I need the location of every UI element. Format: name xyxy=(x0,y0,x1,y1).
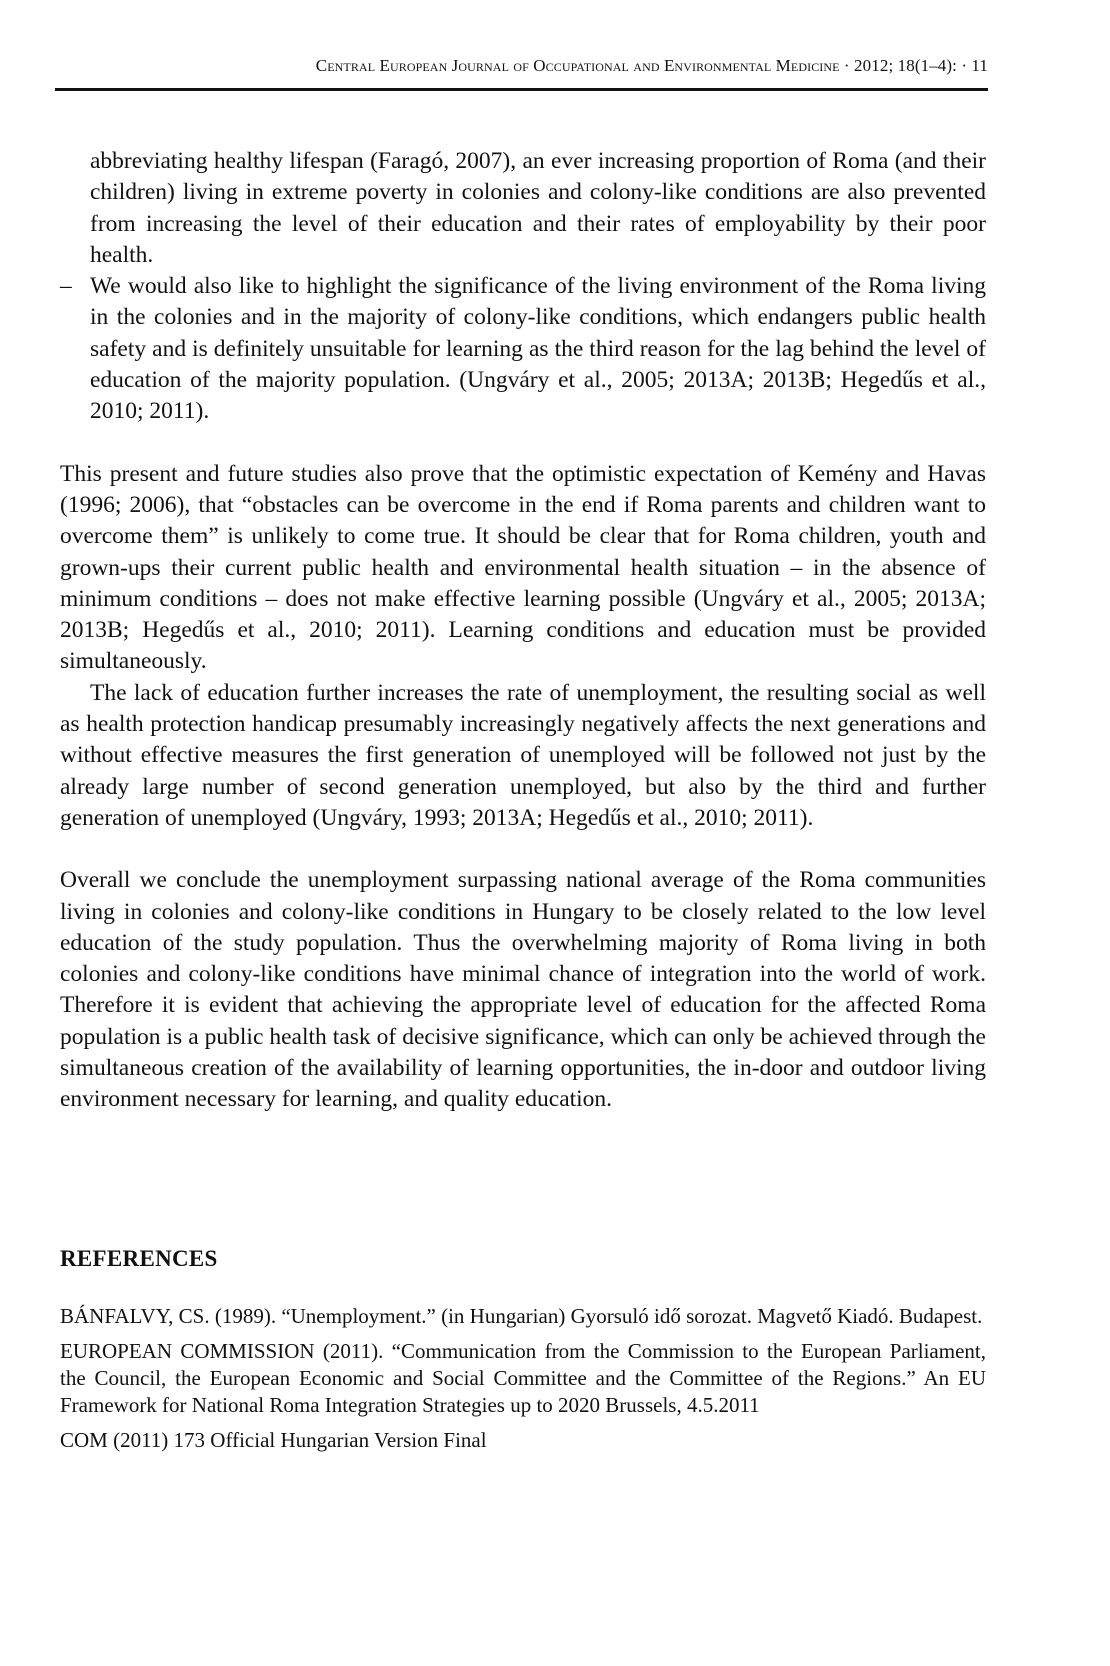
paragraph-conclusion: Overall we conclude the unemployment surpassing national average of the Roma communities living in colonies and colony-like conditions in Hungary to be closely related to the low level education of the study population. Thus the overwhelming majority of Roma living in both colonies and colony-like conditions have minimal chance of integration into the world of work. Therefore it is evident that achieving the appropriate level of education for the affected Roma population is a public health task of decisive significance, which can only be achieved through the simultaneous creation of the availability of learning opportunities, the in-door and outdoor living environment necessary for learning, and quality education. xyxy=(60,867,986,1113)
list-item-text: We would also like to highlight the significance of the living environment of the Roma living in the colonies and in the majority of colony-like conditions, which endangers public health safety and is definitely unsuitable for learning as the third reason for the lag behind the level of education of the majority population. (Ungváry et al., 2005; 2013A; 2013B; Hegedűs et al., 2010; 2011). xyxy=(90,273,986,425)
list-item-continuation: abbreviating healthy lifespan (Faragó, 2007), an ever increasing proportion of Roma (and their children) living in extreme poverty in colonies and colony-like conditions are also prevented from increasing the level of their education and their rates of employability by their poor health. xyxy=(90,148,986,268)
dash-bullet-icon: – xyxy=(60,273,72,300)
paragraph-optimistic-expectation: This present and future studies also prove that the optimistic expectation of Kemény and Havas (1996; 2006), that “obstacles can be overcome in the end if Roma parents and children want to overcome them” is unlikely to come true. It should be clear that for Roma children, youth and grown-ups their current public health and environmental health situation – in the absence of minimum conditions – does not make effective learning possible (Ungváry et al., 2005; 2013A; 2013B; Hegedűs et al., 2010; 2011). Learning conditions and education must be provided simultaneously. xyxy=(60,460,986,675)
references-heading: REFERENCES xyxy=(60,1246,218,1271)
reference-item: COM (2011) 173 Official Hungarian Version Final xyxy=(60,1428,487,1452)
references-list xyxy=(60,1303,986,1462)
reference-item: BÁNFALVY, CS. (1989). “Unemployment.” (in Hungarian) Gyorsuló idő sorozat. Magvető Kiadó. Budapest. xyxy=(60,1304,983,1328)
reference-item: EUROPEAN COMMISSION (2011). “Communication from the Commission to the European Parliament, the Council, the European Economic and Social Committee and the Committee of the Regions.” An EU Framework for National Roma Integration Strategies up to 2020 Brussels, 4.5.2011 xyxy=(60,1339,986,1417)
paragraph-lack-of-education: The lack of education further increases the rate of unemployment, the resulting social as well as health protection handicap presumably increasingly negatively affects the next generations and without effective measures the first generation of unemployed will be followed not just by the already large number of second generation unemployed, but also by the third and further generation of unemployed (Ungváry, 1993; 2013A; Hegedűs et al., 2010; 2011). xyxy=(60,679,986,831)
header-rule xyxy=(55,88,988,91)
list-item xyxy=(60,271,986,427)
running-header: Central European Journal of Occupational and Environmental Medicine · 2012; 18(1–4): · 11 xyxy=(315,56,988,75)
article-body xyxy=(60,146,986,1116)
paragraph-gap xyxy=(60,834,986,865)
paragraph-gap xyxy=(60,428,986,459)
